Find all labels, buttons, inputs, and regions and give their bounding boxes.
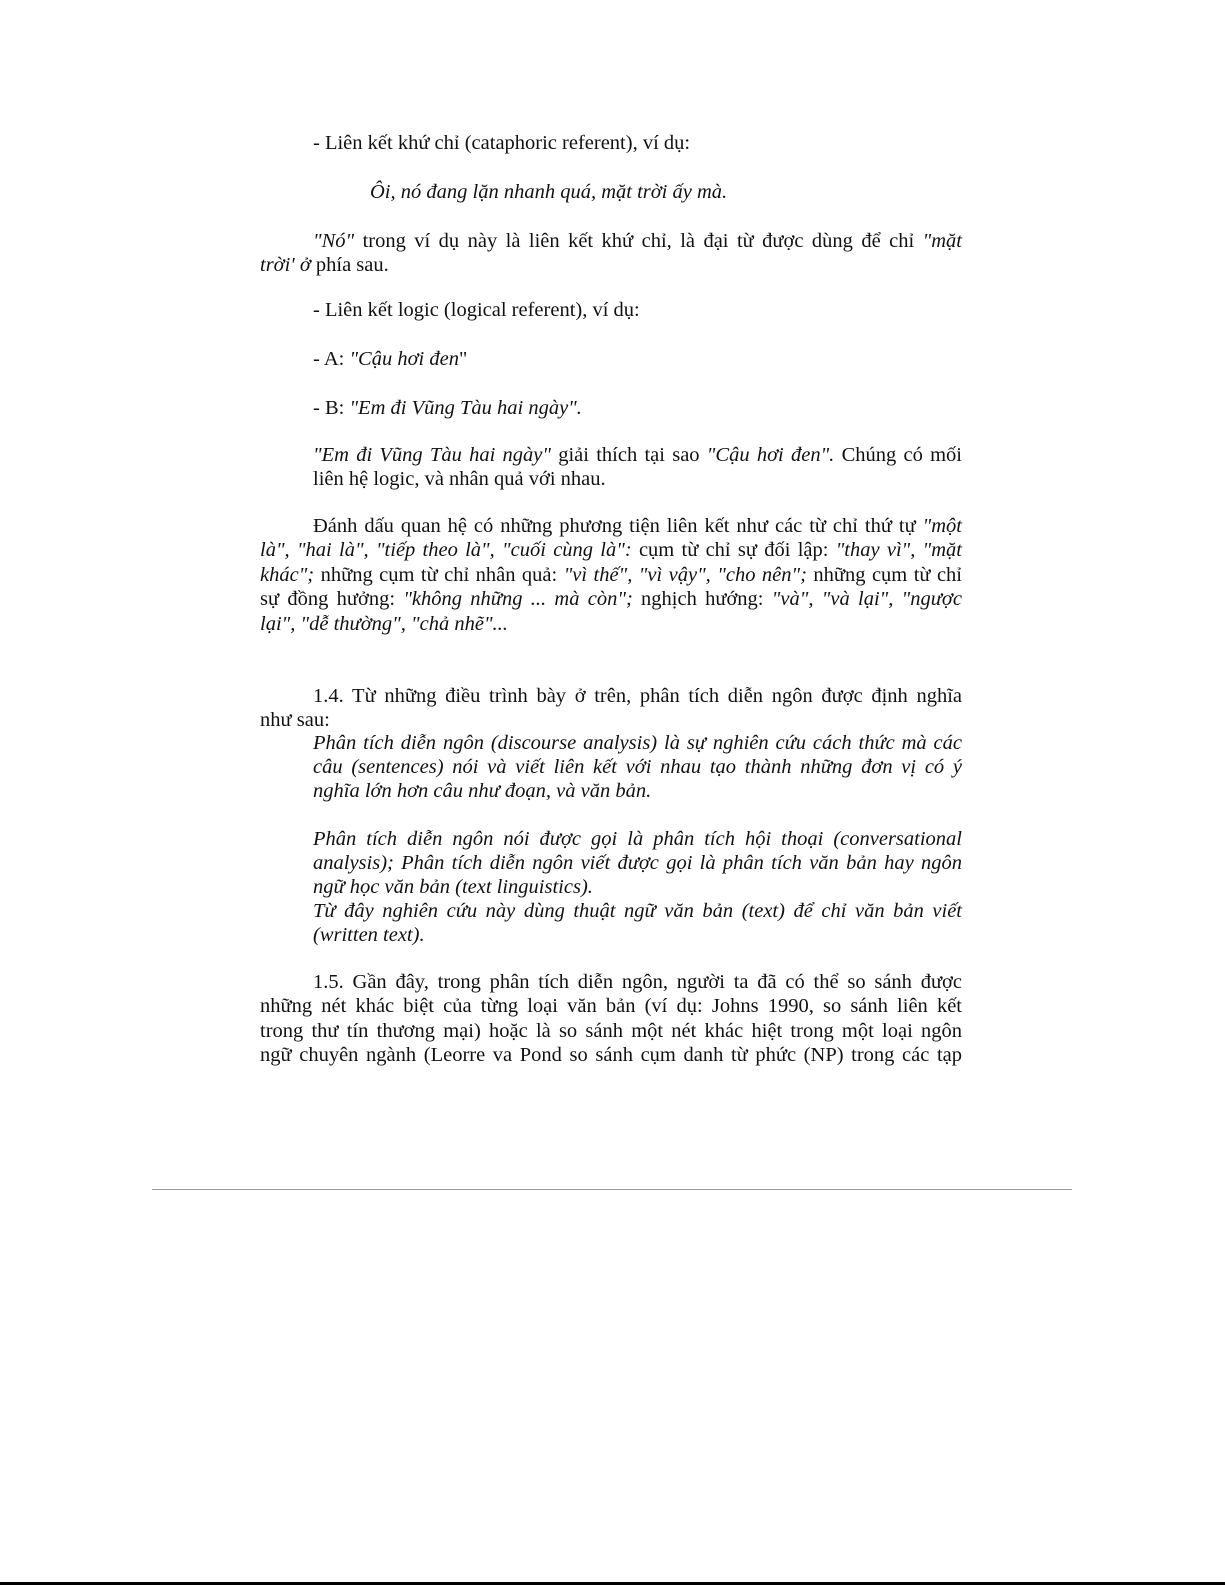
spoken-written-line-4: Từ đây nghiên cứu này dùng thuật ngữ văn bản (text) để chỉ văn bản viết	[313, 900, 962, 922]
section-1-5-line-4: ngữ chuyên ngành (Leorre va Pond so sánh cụm danh từ phức (NP) trong các tạp	[260, 1044, 962, 1066]
dialogue-line-a: - A: "Cậu hơi đen"	[313, 348, 468, 370]
cataphoric-heading: - Liên kết khứ chỉ (cataphoric referent), ví dụ:	[313, 132, 691, 154]
section-1-5-line-1: 1.5. Gần đây, trong phân tích diễn ngôn, người ta đã có thể so sánh được	[313, 971, 962, 993]
spoken-written-line-3: ngữ học văn bản (text linguistics).	[313, 876, 593, 898]
logical-heading: - Liên kết logic (logical referent), ví dụ:	[313, 299, 640, 321]
dialogue-line-b: - B: "Em đi Vũng Tàu hai ngày".	[313, 397, 582, 419]
markers-paragraph-line-2: là", "hai là", "tiếp theo là", "cuối cùng là": cụm từ chỉ sự đối lập: "thay vì", "mặt	[260, 539, 962, 561]
page-divider	[152, 1189, 1072, 1190]
definition-line-2: câu (sentences) nói và viết liên kết với nhau tạo thành những đơn vị có ý	[313, 756, 962, 778]
cataphoric-explanation-line-1: "Nó" trong ví dụ này là liên kết khứ chỉ, là đại từ được dùng để chỉ "mặt	[313, 230, 962, 252]
markers-paragraph-line-3: khác"; những cụm từ chỉ nhân quả: "vì thế", "vì vậy", "cho nên"; những cụm từ chỉ	[260, 564, 962, 586]
spoken-written-line-2: analysis); Phân tích diễn ngôn viết được gọi là phân tích văn bản hay ngôn	[313, 852, 962, 874]
cataphoric-example: Ôi, nó đang lặn nhanh quá, mặt trời ấy mà.	[370, 181, 728, 203]
spoken-written-line-1: Phân tích diễn ngôn nói được gọi là phân tích hội thoại (conversational	[313, 828, 962, 850]
definition-line-1: Phân tích diễn ngôn (discourse analysis) là sự nghiên cứu cách thức mà các	[313, 732, 962, 754]
section-1-5-line-2: những nét khác biệt của từng loại văn bản (ví dụ: Johns 1990, so sánh liên kết	[260, 995, 962, 1017]
markers-paragraph-line-5: lại", "dễ thường", "chả nhẽ"...	[260, 613, 508, 635]
cataphoric-explanation-line-2: trời' ở phía sau.	[260, 254, 389, 276]
spoken-written-line-5: (written text).	[313, 924, 425, 946]
markers-paragraph-line-1: Đánh dấu quan hệ có những phương tiện liên kết như các từ chỉ thứ tự "một	[313, 515, 962, 537]
section-1-4-line-1: 1.4. Từ những điều trình bày ở trên, phân tích diễn ngôn được định nghĩa	[313, 685, 962, 707]
markers-paragraph-line-4: sự đồng hưởng: "không những ... mà còn"; nghịch hướng: "và", "và lại", "ngược	[260, 588, 962, 610]
definition-line-3: nghĩa lớn hơn câu như đoạn, và văn bản.	[313, 780, 652, 802]
section-1-4-line-2: như sau:	[260, 709, 330, 731]
section-1-5-line-3: trong thư tín thương mại) hoặc là so sánh một nét khác hiệt trong một loại ngôn	[260, 1020, 962, 1042]
logical-explanation-line-2: liên hệ logic, và nhân quả với nhau.	[313, 468, 606, 490]
logical-explanation-line-1: "Em đi Vũng Tàu hai ngày" giải thích tại sao "Cậu hơi đen". Chúng có mối	[313, 444, 962, 466]
